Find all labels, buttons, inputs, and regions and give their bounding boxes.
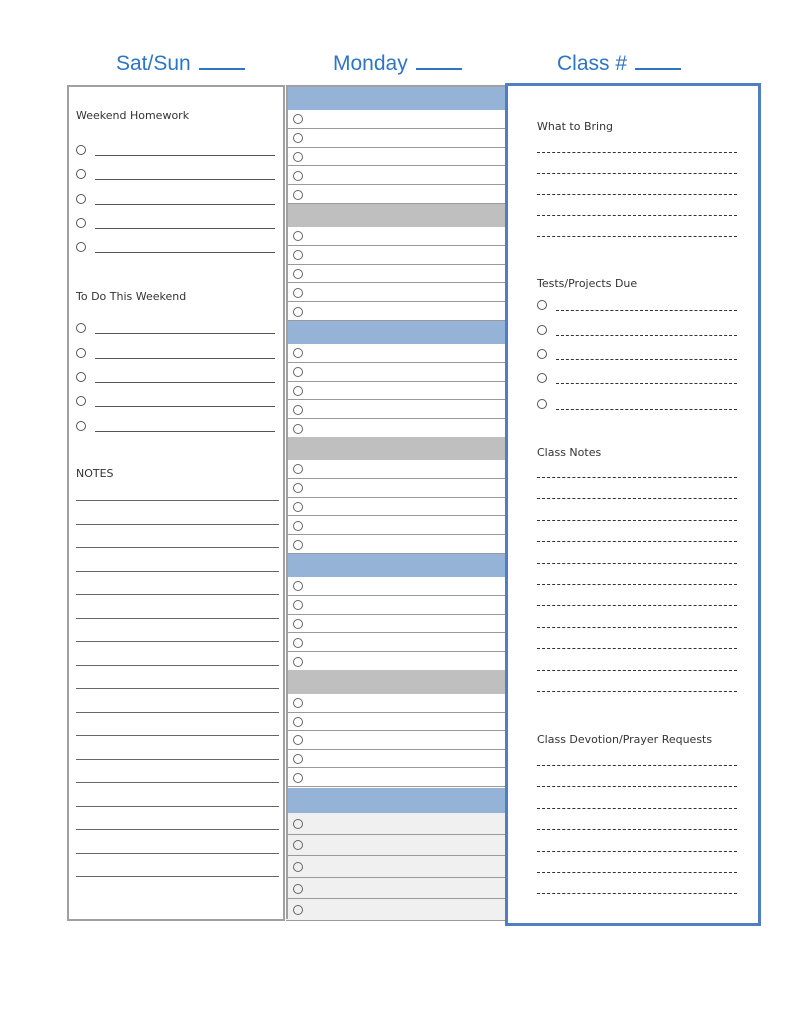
checkbox-circle-icon[interactable] <box>293 307 303 317</box>
checkbox-circle-icon[interactable] <box>293 540 303 550</box>
checkbox-circle-icon[interactable] <box>537 373 547 383</box>
checkbox-circle-icon[interactable] <box>293 735 303 745</box>
class-devotion-line[interactable] <box>537 808 737 809</box>
schedule-row[interactable] <box>286 750 506 769</box>
header-sat-sun <box>116 52 245 76</box>
todo-item <box>76 323 275 337</box>
notes-line[interactable] <box>76 853 279 854</box>
notes-line[interactable] <box>76 759 279 760</box>
schedule-row[interactable] <box>286 400 506 419</box>
write-in-line[interactable] <box>95 382 275 383</box>
checkbox-circle-icon[interactable] <box>293 521 303 531</box>
header-sat-sun-label: Sat/Sun <box>116 52 191 75</box>
notes-line[interactable] <box>76 688 279 689</box>
test-project-item <box>537 300 737 314</box>
todo-item <box>76 348 275 362</box>
homework-item <box>76 194 275 208</box>
checkbox-circle-icon[interactable] <box>293 269 303 279</box>
checkbox-circle-icon[interactable] <box>293 905 303 915</box>
class-notes-line[interactable] <box>537 670 737 671</box>
checkbox-circle-icon[interactable] <box>293 190 303 200</box>
header-class-label: Class # <box>557 52 628 75</box>
schedule-row[interactable] <box>286 694 506 713</box>
schedule-row[interactable] <box>286 363 506 382</box>
checkbox-circle-icon[interactable] <box>293 819 303 829</box>
class-notes-line[interactable] <box>537 498 737 499</box>
schedule-row[interactable] <box>286 633 506 652</box>
schedule-row[interactable] <box>286 577 506 596</box>
write-in-line[interactable] <box>95 252 275 253</box>
checkbox-circle-icon[interactable] <box>537 399 547 409</box>
notes-title: NOTES <box>76 467 114 480</box>
notes-line[interactable] <box>76 782 279 783</box>
schedule-row[interactable] <box>286 535 506 554</box>
notes-line[interactable] <box>76 641 279 642</box>
header-monday-label: Monday <box>333 52 408 75</box>
schedule-row[interactable] <box>286 419 506 438</box>
checkbox-circle-icon[interactable] <box>76 218 86 228</box>
checkbox-circle-icon[interactable] <box>293 464 303 474</box>
monday-column-divider <box>286 87 288 919</box>
class-notes-line[interactable] <box>537 520 737 521</box>
checkbox-circle-icon[interactable] <box>293 619 303 629</box>
schedule-row[interactable] <box>286 185 506 204</box>
write-in-line[interactable] <box>556 383 737 384</box>
checkbox-circle-icon[interactable] <box>537 325 547 335</box>
what-to-bring-title: What to Bring <box>537 120 614 133</box>
what-to-bring-line[interactable] <box>537 173 737 174</box>
todo-item <box>76 372 275 386</box>
notes-line[interactable] <box>76 594 279 595</box>
write-in-line[interactable] <box>95 155 275 156</box>
write-in-line[interactable] <box>556 359 737 360</box>
test-project-item <box>537 373 737 387</box>
todo-item <box>76 421 275 435</box>
write-in-line[interactable] <box>556 310 737 311</box>
schedule-row[interactable] <box>286 615 506 634</box>
class-column <box>505 83 761 926</box>
monday-column <box>286 85 506 921</box>
notes-line[interactable] <box>76 500 279 501</box>
what-to-bring-line[interactable] <box>537 215 737 216</box>
schedule-row[interactable] <box>286 344 506 363</box>
class-devotion-line[interactable] <box>537 851 737 852</box>
schedule-row[interactable] <box>286 652 506 671</box>
notes-line[interactable] <box>76 829 279 830</box>
checkbox-circle-icon[interactable] <box>293 367 303 377</box>
checkbox-circle-icon[interactable] <box>293 424 303 434</box>
tests-projects-title: Tests/Projects Due <box>537 277 638 290</box>
class-devotion-line[interactable] <box>537 786 737 787</box>
class-notes-line[interactable] <box>537 541 737 542</box>
checkbox-circle-icon[interactable] <box>293 483 303 493</box>
schedule-row[interactable] <box>286 460 506 479</box>
class-notes-line[interactable] <box>537 477 737 478</box>
checkbox-circle-icon[interactable] <box>293 717 303 727</box>
class-devotion-line[interactable] <box>537 829 737 830</box>
write-in-line[interactable] <box>95 358 275 359</box>
schedule-band-gray <box>286 437 506 460</box>
homework-item <box>76 242 275 256</box>
notes-line[interactable] <box>76 735 279 736</box>
schedule-band-gray <box>286 670 506 694</box>
class-devotion-line[interactable] <box>537 893 737 894</box>
class-notes-line[interactable] <box>537 691 737 692</box>
write-in-line[interactable] <box>95 179 275 180</box>
todo-item <box>76 396 275 410</box>
checkbox-circle-icon[interactable] <box>76 242 86 252</box>
class-notes-line[interactable] <box>537 627 737 628</box>
schedule-row[interactable] <box>286 498 506 517</box>
checkbox-circle-icon[interactable] <box>76 372 86 382</box>
notes-line[interactable] <box>76 547 279 548</box>
weekend-column <box>67 85 285 921</box>
class-notes-line[interactable] <box>537 584 737 585</box>
checkbox-circle-icon[interactable] <box>76 194 86 204</box>
class-notes-title: Class Notes <box>537 446 602 459</box>
class-devotion-line[interactable] <box>537 765 737 766</box>
checkbox-circle-icon[interactable] <box>293 840 303 850</box>
schedule-row[interactable] <box>286 878 506 900</box>
checkbox-circle-icon[interactable] <box>76 323 86 333</box>
header-monday-blank[interactable] <box>416 52 462 70</box>
schedule-band-blue <box>286 788 506 813</box>
class-notes-line[interactable] <box>537 605 737 606</box>
checkbox-circle-icon[interactable] <box>76 396 86 406</box>
notes-line[interactable] <box>76 712 279 713</box>
what-to-bring-line[interactable] <box>537 152 737 153</box>
header-monday <box>333 52 462 76</box>
schedule-row[interactable] <box>286 768 506 787</box>
schedule-row[interactable] <box>286 713 506 732</box>
write-in-line[interactable] <box>556 335 737 336</box>
write-in-line[interactable] <box>95 406 275 407</box>
checkbox-circle-icon[interactable] <box>76 348 86 358</box>
write-in-line[interactable] <box>95 431 275 432</box>
write-in-line[interactable] <box>95 204 275 205</box>
checkbox-circle-icon[interactable] <box>293 638 303 648</box>
checkbox-circle-icon[interactable] <box>293 581 303 591</box>
notes-line[interactable] <box>76 618 279 619</box>
header-class-blank[interactable] <box>635 52 681 70</box>
checkbox-circle-icon[interactable] <box>293 250 303 260</box>
test-project-item <box>537 349 737 363</box>
checkbox-circle-icon[interactable] <box>293 657 303 667</box>
checkbox-circle-icon[interactable] <box>293 171 303 181</box>
notes-line[interactable] <box>76 806 279 807</box>
schedule-row[interactable] <box>286 110 506 129</box>
test-project-item <box>537 399 737 413</box>
class-notes-line[interactable] <box>537 563 737 564</box>
schedule-row[interactable] <box>286 302 506 321</box>
checkbox-circle-icon[interactable] <box>76 169 86 179</box>
class-devotion-title: Class Devotion/Prayer Requests <box>537 733 713 746</box>
schedule-row[interactable] <box>286 731 506 750</box>
checkbox-circle-icon[interactable] <box>293 288 303 298</box>
checkbox-circle-icon[interactable] <box>76 145 86 155</box>
schedule-row[interactable] <box>286 479 506 498</box>
checkbox-circle-icon[interactable] <box>537 349 547 359</box>
weekend-homework-title: Weekend Homework <box>76 109 190 122</box>
homework-item <box>76 169 275 183</box>
checkbox-circle-icon[interactable] <box>537 300 547 310</box>
schedule-row[interactable] <box>286 227 506 246</box>
checkbox-circle-icon[interactable] <box>293 133 303 143</box>
checkbox-circle-icon[interactable] <box>293 502 303 512</box>
schedule-row[interactable] <box>286 129 506 148</box>
notes-line[interactable] <box>76 524 279 525</box>
header-sat-sun-blank[interactable] <box>199 52 245 70</box>
checkbox-circle-icon[interactable] <box>76 421 86 431</box>
checkbox-circle-icon[interactable] <box>293 231 303 241</box>
schedule-row[interactable] <box>286 283 506 302</box>
test-project-item <box>537 325 737 339</box>
homework-item <box>76 218 275 232</box>
schedule-row[interactable] <box>286 835 506 857</box>
notes-line[interactable] <box>76 876 279 877</box>
notes-line[interactable] <box>76 571 279 572</box>
schedule-row[interactable] <box>286 596 506 615</box>
todo-weekend-title: To Do This Weekend <box>76 290 187 303</box>
schedule-row[interactable] <box>286 265 506 284</box>
schedule-row[interactable] <box>286 856 506 878</box>
schedule-band-blue <box>286 87 506 110</box>
what-to-bring-line[interactable] <box>537 194 737 195</box>
what-to-bring-line[interactable] <box>537 236 737 237</box>
checkbox-circle-icon[interactable] <box>293 405 303 415</box>
write-in-line[interactable] <box>95 228 275 229</box>
schedule-row[interactable] <box>286 382 506 401</box>
class-notes-line[interactable] <box>537 648 737 649</box>
checkbox-circle-icon[interactable] <box>293 114 303 124</box>
notes-line[interactable] <box>76 665 279 666</box>
schedule-band-blue <box>286 554 506 577</box>
checkbox-circle-icon[interactable] <box>293 754 303 764</box>
checkbox-circle-icon[interactable] <box>293 152 303 162</box>
write-in-line[interactable] <box>95 333 275 334</box>
checkbox-circle-icon[interactable] <box>293 600 303 610</box>
schedule-band-blue <box>286 321 506 344</box>
checkbox-circle-icon[interactable] <box>293 862 303 872</box>
write-in-line[interactable] <box>556 409 737 410</box>
checkbox-circle-icon[interactable] <box>293 348 303 358</box>
header-class <box>557 52 681 76</box>
schedule-row[interactable] <box>286 899 506 921</box>
checkbox-circle-icon[interactable] <box>293 386 303 396</box>
schedule-row[interactable] <box>286 813 506 835</box>
schedule-row[interactable] <box>286 516 506 535</box>
checkbox-circle-icon[interactable] <box>293 884 303 894</box>
schedule-row[interactable] <box>286 148 506 167</box>
schedule-band-gray <box>286 204 506 227</box>
homework-item <box>76 145 275 159</box>
checkbox-circle-icon[interactable] <box>293 698 303 708</box>
schedule-row[interactable] <box>286 166 506 185</box>
class-devotion-line[interactable] <box>537 872 737 873</box>
schedule-row[interactable] <box>286 246 506 265</box>
checkbox-circle-icon[interactable] <box>293 773 303 783</box>
